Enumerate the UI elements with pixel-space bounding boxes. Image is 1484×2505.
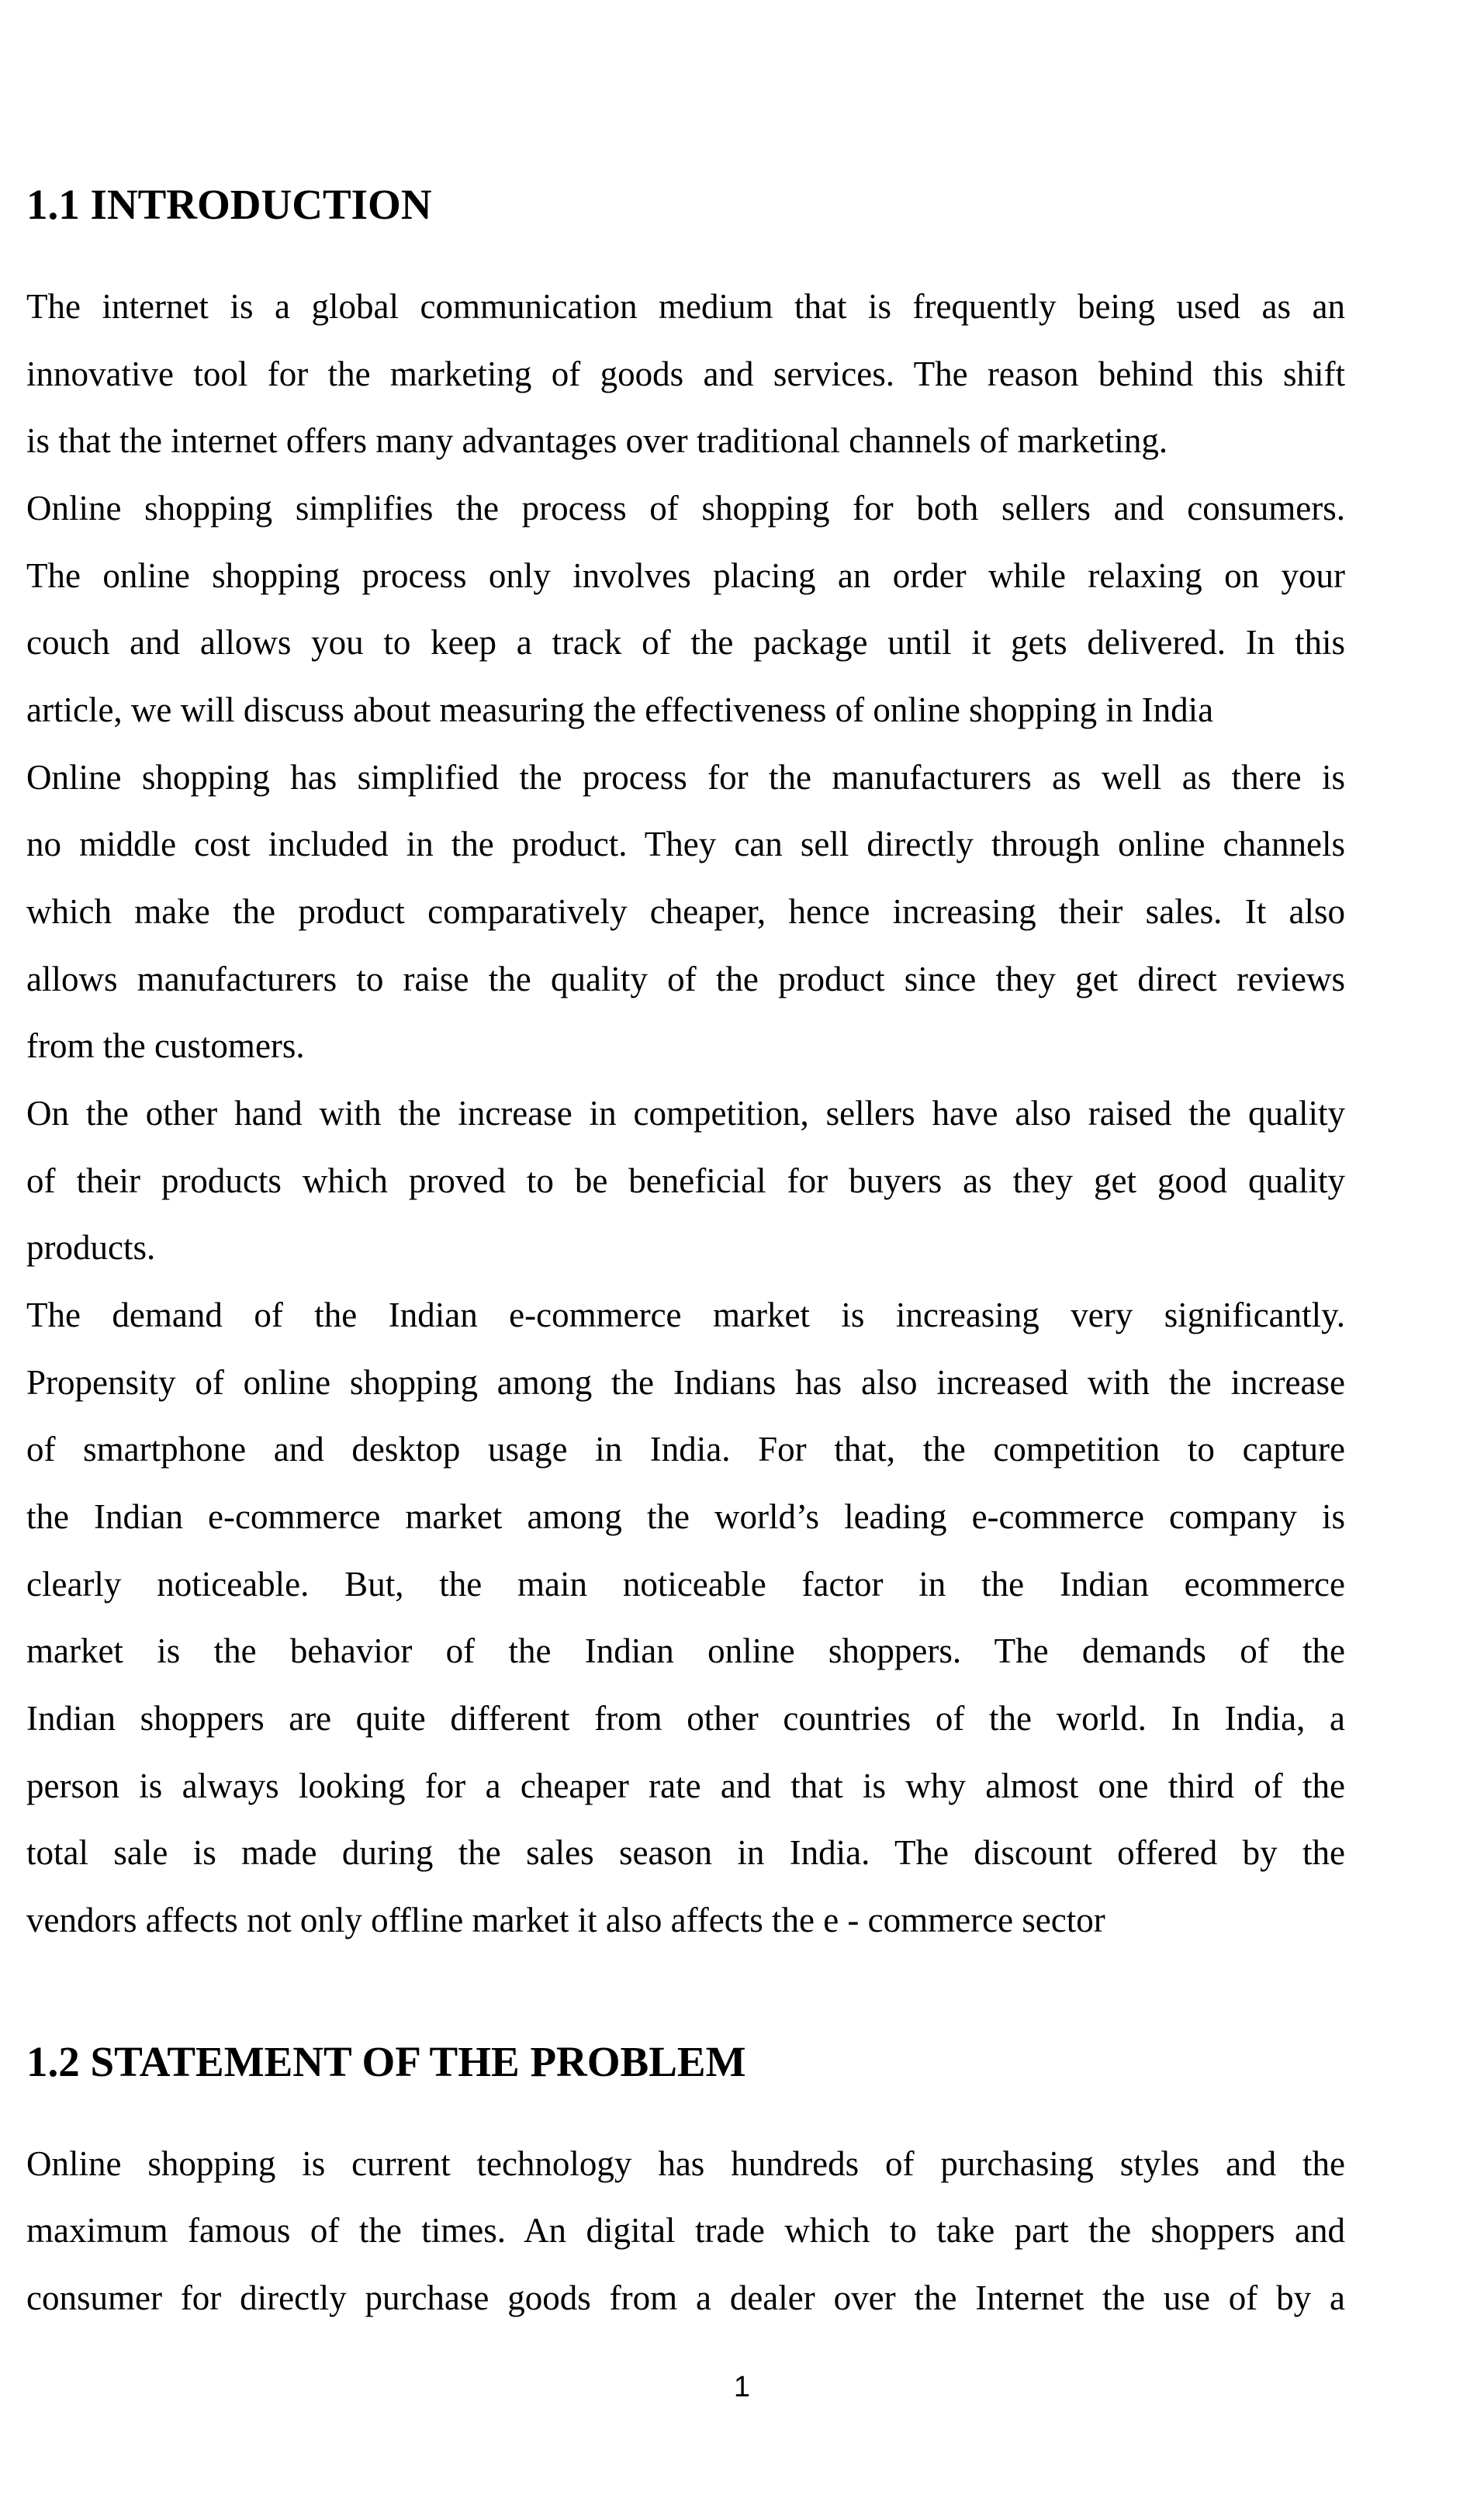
- body-line: vendors affects not only offline market it also affects the e - commerce sector: [26, 1901, 1105, 1939]
- body-line: the Indian e-commerce market among the world’s leading e-commerce company is: [26, 1497, 1345, 1536]
- body-line: clearly noticeable. But, the main noticeable factor in the Indian ecommerce: [26, 1565, 1345, 1604]
- body-line: The internet is a global communication medium that is frequently being used as an: [26, 287, 1345, 326]
- body-line: total sale is made during the sales season in India. The discount offered by the: [26, 1833, 1345, 1872]
- body-line: article, we will discuss about measuring the effectiveness of online shopping in India: [26, 690, 1214, 729]
- body-line: no middle cost included in the product. They can sell directly through online channels: [26, 825, 1345, 863]
- page-number: 1: [733, 2371, 751, 2403]
- body-line: Online shopping has simplified the process for the manufacturers as well as there is: [26, 758, 1345, 797]
- body-line: of their products which proved to be beneficial for buyers as they get good quality: [26, 1161, 1345, 1200]
- body-line: The online shopping process only involves placing an order while relaxing on your: [26, 556, 1345, 595]
- body-line: products.: [26, 1228, 156, 1267]
- body-line: Online shopping simplifies the process of shopping for both sellers and consumers.: [26, 489, 1345, 528]
- section-heading-introduction: 1.1 INTRODUCTION: [26, 181, 432, 228]
- body-line: allows manufacturers to raise the quality of the product since they get direct reviews: [26, 960, 1345, 998]
- body-line: from the customers.: [26, 1026, 305, 1065]
- body-line: consumer for directly purchase goods from a dealer over the Internet the use of by a: [26, 2278, 1345, 2317]
- body-line: The demand of the Indian e-commerce market is increasing very significantly.: [26, 1296, 1345, 1334]
- body-line: of smartphone and desktop usage in India. For that, the competition to capture: [26, 1430, 1345, 1469]
- body-line: couch and allows you to keep a track of the package until it gets delivered. In this: [26, 623, 1345, 662]
- body-line: Online shopping is current technology has hundreds of purchasing styles and the: [26, 2144, 1345, 2183]
- body-line: maximum famous of the times. An digital trade which to take part the shoppers and: [26, 2211, 1345, 2250]
- section-heading-statement-of-problem: 1.2 STATEMENT OF THE PROBLEM: [26, 2038, 746, 2085]
- body-line: market is the behavior of the Indian online shoppers. The demands of the: [26, 1631, 1345, 1670]
- body-line: Indian shoppers are quite different from other countries of the world. In India, a: [26, 1699, 1345, 1738]
- body-line: person is always looking for a cheaper rate and that is why almost one third of the: [26, 1766, 1345, 1805]
- body-line: is that the internet offers many advantages over traditional channels of marketing.: [26, 421, 1168, 460]
- body-line: Propensity of online shopping among the Indians has also increased with the increase: [26, 1363, 1345, 1402]
- body-line: innovative tool for the marketing of goods and services. The reason behind this shift: [26, 355, 1345, 393]
- body-line: which make the product comparatively cheaper, hence increasing their sales. It also: [26, 892, 1345, 931]
- body-line: On the other hand with the increase in competition, sellers have also raised the quality: [26, 1094, 1345, 1133]
